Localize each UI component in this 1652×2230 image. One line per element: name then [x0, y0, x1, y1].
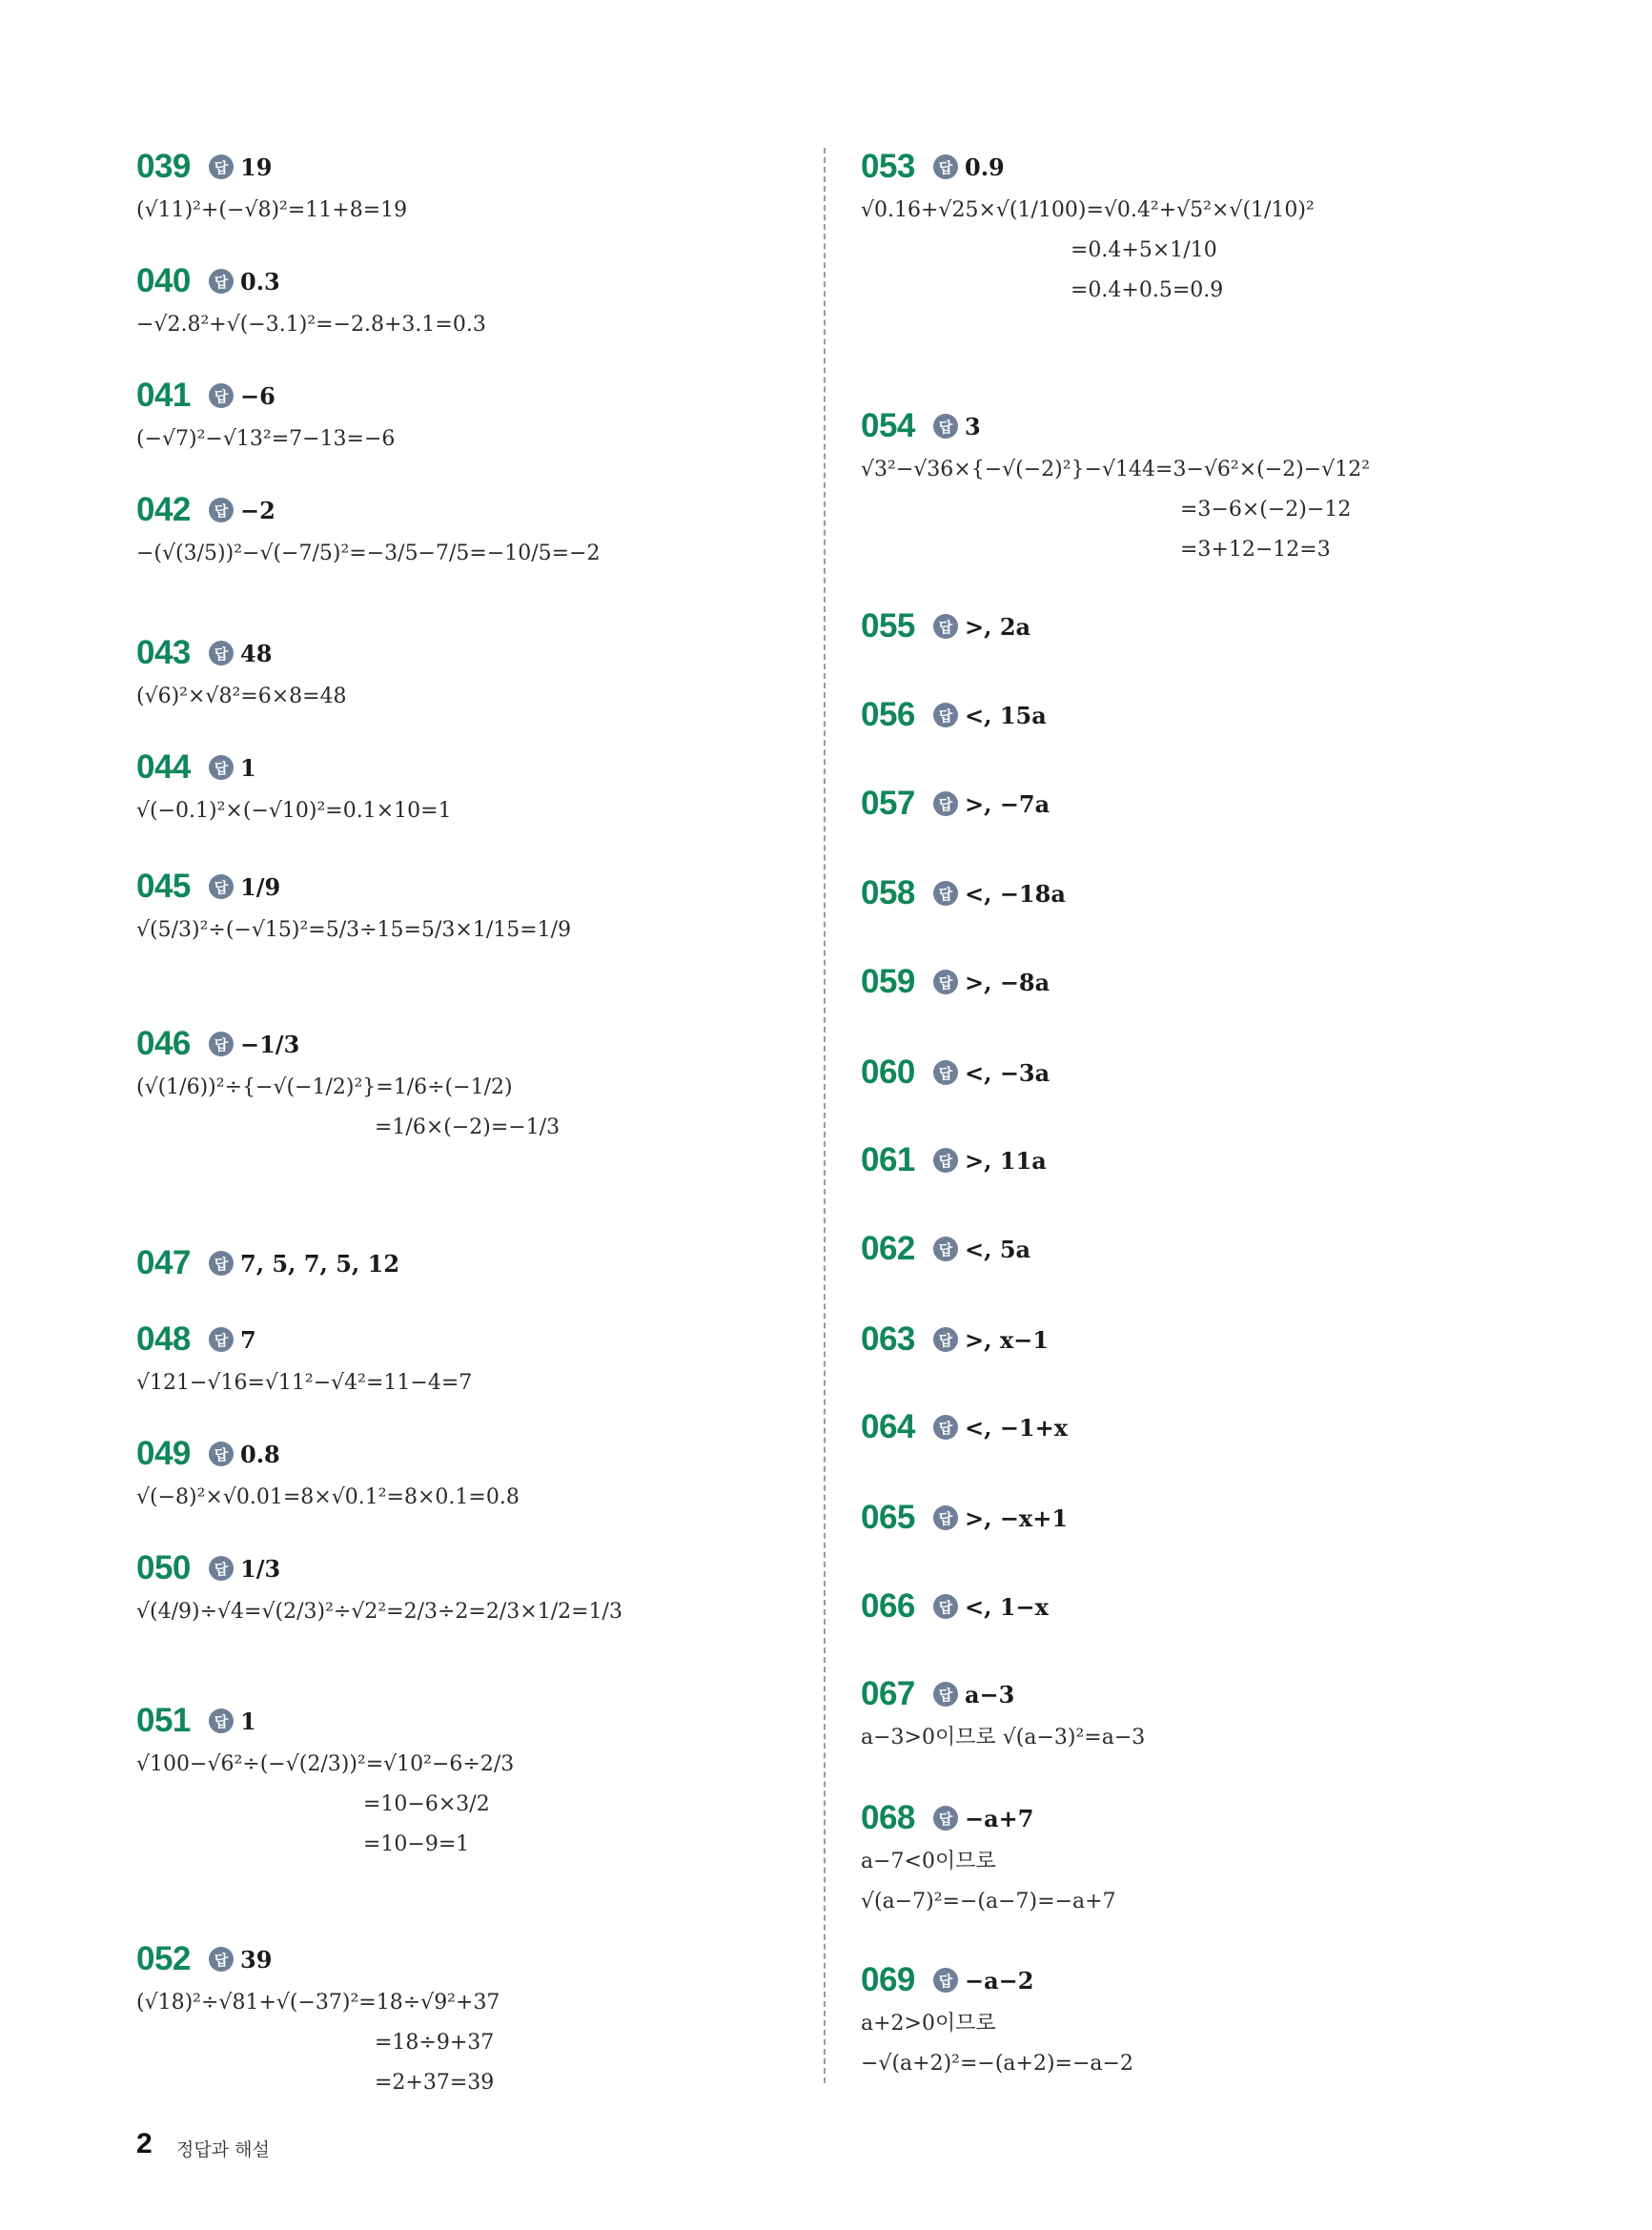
problem-header: [861, 402, 1370, 450]
answer-badge-icon: 답: [933, 614, 958, 639]
problem-number: 050: [136, 1549, 191, 1586]
solution-continuation: =2+37=39: [375, 2071, 495, 2095]
problem-number: 047: [136, 1244, 191, 1281]
answer-badge-icon: 답: [209, 1947, 234, 1972]
answer-badge-icon: 답: [933, 414, 958, 439]
problem-050: [136, 1545, 622, 1632]
problem-number: 065: [861, 1499, 915, 1536]
answer-value: >, 2a: [965, 612, 1031, 641]
answer-badge-icon: 답: [933, 1505, 958, 1530]
problem-048: [136, 1316, 472, 1403]
answer-value: 19: [240, 153, 273, 181]
problem-header: [861, 780, 1050, 828]
problem-039: [136, 143, 407, 231]
problem-067: [861, 1670, 1145, 1758]
problem-number: 056: [861, 696, 915, 733]
answer-badge-icon: 답: [209, 269, 234, 294]
footer-title: 정답과 해설: [176, 2139, 270, 2160]
problem-header: [136, 863, 571, 910]
answer-value: 48: [240, 639, 273, 667]
problem-062: [861, 1225, 1030, 1273]
answer-value: 0.8: [240, 1440, 280, 1468]
problem-header: [136, 629, 347, 677]
solution-continuation: =3+12−12=3: [1180, 538, 1331, 562]
answer-value: 1/9: [240, 872, 281, 901]
problem-number: 063: [861, 1320, 915, 1358]
problem-061: [861, 1136, 1047, 1184]
solution-continuation: =3−6×(−2)−12: [1180, 498, 1352, 522]
problem-header: [136, 257, 486, 305]
problem-063: [861, 1316, 1049, 1363]
problem-068: [861, 1794, 1116, 1922]
problem-054: [861, 402, 1370, 570]
solution-line: √0.16+√25×√(1/100)=√0.4²+√5²×√(1/10)²: [861, 198, 1315, 222]
solution-continuation: =18÷9+37: [375, 2031, 495, 2055]
problem-064: [861, 1403, 1068, 1451]
solution-line: √(−8)²×√0.01=8×√0.1²=8×0.1=0.8: [136, 1485, 520, 1509]
solution-line: −√2.8²+√(−3.1)²=−2.8+3.1=0.3: [136, 313, 486, 337]
problem-069: [861, 1956, 1133, 2084]
problem-header: [861, 958, 1050, 1006]
problem-header: [136, 744, 452, 791]
answer-value: a−3: [965, 1680, 1015, 1708]
problem-number: 059: [861, 963, 915, 1000]
column-divider: [824, 148, 826, 2083]
answer-badge-icon: 답: [933, 1237, 958, 1261]
answer-value: >, −x+1: [965, 1504, 1069, 1532]
solution-line: (−√7)²−√13²=7−13=−6: [136, 427, 396, 451]
answer-value: <, −3a: [965, 1058, 1050, 1087]
problem-number: 049: [136, 1435, 191, 1472]
problem-number: 043: [136, 634, 191, 671]
problem-number: 058: [861, 874, 915, 911]
problem-066: [861, 1583, 1049, 1630]
problem-header: [861, 143, 1315, 191]
problem-number: 060: [861, 1054, 915, 1091]
answer-badge-icon: 답: [209, 498, 234, 522]
problem-057: [861, 780, 1050, 828]
problem-060: [861, 1049, 1050, 1096]
problem-045: [136, 863, 571, 951]
problem-053: [861, 143, 1315, 311]
answer-value: 1: [240, 753, 256, 782]
answer-value: >, 11a: [965, 1146, 1047, 1175]
answer-value: 7, 5, 7, 5, 12: [240, 1249, 400, 1278]
answer-value: <, −1+x: [965, 1413, 1069, 1442]
answer-value: −2: [240, 496, 275, 524]
answer-value: <, −18a: [965, 879, 1066, 908]
answer-badge-icon: 답: [933, 1806, 958, 1831]
answer-badge-icon: 답: [209, 1251, 234, 1276]
answer-badge-icon: 답: [933, 1148, 958, 1173]
problem-number: 054: [861, 407, 915, 444]
solution-continuation: =10−6×3/2: [363, 1792, 490, 1816]
problem-number: 068: [861, 1799, 915, 1836]
problem-header: [861, 1403, 1068, 1451]
answer-badge-icon: 답: [933, 1060, 958, 1085]
solution-line: a−3>0이므로 √(a−3)²=a−3: [861, 1726, 1146, 1749]
page-number: 2: [136, 2128, 153, 2159]
problem-header: [861, 1225, 1030, 1273]
solution-continuation: √(a−7)²=−(a−7)=−a+7: [861, 1890, 1116, 1913]
problem-number: 057: [861, 785, 915, 822]
answer-badge-icon: 답: [209, 1442, 234, 1466]
solution-continuation: =1/6×(−2)=−1/3: [375, 1115, 561, 1139]
problem-number: 061: [861, 1141, 915, 1178]
answer-badge-icon: 답: [209, 383, 234, 408]
problem-number: 051: [136, 1702, 191, 1739]
problem-044: [136, 744, 452, 831]
answer-badge-icon: 답: [209, 1556, 234, 1581]
solution-line: (√18)²÷√81+√(−37)²=18÷√9²+37: [136, 1991, 500, 2015]
answer-value: 39: [240, 1945, 273, 1974]
problem-header: [861, 1316, 1049, 1363]
problem-header: [861, 1956, 1133, 2004]
problem-041: [136, 372, 395, 460]
problem-number: 045: [136, 868, 191, 905]
solution-line: (√(1/6))²÷{−√(−1/2)²}=1/6÷(−1/2): [136, 1075, 513, 1099]
answer-badge-icon: 답: [209, 755, 234, 780]
problem-number: 046: [136, 1025, 191, 1062]
problem-header: [861, 603, 1030, 650]
problem-number: 039: [136, 148, 191, 185]
answer-badge-icon: 답: [209, 1327, 234, 1352]
problem-046: [136, 1020, 560, 1148]
problem-052: [136, 1935, 500, 2103]
problem-number: 066: [861, 1587, 915, 1625]
answer-value: >, −7a: [965, 789, 1050, 818]
problem-040: [136, 257, 486, 345]
problem-number: 041: [136, 377, 191, 414]
answer-badge-icon: 답: [209, 1032, 234, 1056]
problem-042: [136, 486, 601, 574]
answer-badge-icon: 답: [209, 874, 234, 899]
problem-058: [861, 869, 1066, 917]
solution-line: √(5/3)²÷(−√15)²=5/3÷15=5/3×1/15=1/9: [136, 918, 572, 942]
problem-header: [136, 1020, 560, 1068]
problem-header: [861, 869, 1066, 917]
solution-line: √(−0.1)²×(−√10)²=0.1×10=1: [136, 799, 452, 823]
problem-header: [136, 486, 601, 534]
answer-value: >, x−1: [965, 1325, 1049, 1354]
problem-059: [861, 958, 1050, 1006]
answer-value: −a+7: [965, 1804, 1034, 1832]
problem-header: [136, 1239, 399, 1287]
problem-number: 048: [136, 1320, 191, 1358]
answer-value: −6: [240, 381, 275, 410]
problem-header: [136, 1430, 520, 1478]
answer-badge-icon: 답: [933, 791, 958, 816]
answer-value: 0.9: [965, 153, 1005, 181]
problem-header: [136, 1697, 514, 1745]
answer-value: −1/3: [240, 1030, 300, 1058]
answer-value: 0.3: [240, 267, 280, 296]
answer-badge-icon: 답: [209, 154, 234, 179]
answer-value: 1: [240, 1707, 256, 1735]
problem-049: [136, 1430, 520, 1518]
problem-047: [136, 1239, 399, 1287]
solution-line: a+2>0이므로: [861, 2012, 996, 2036]
answer-badge-icon: 답: [933, 154, 958, 179]
solution-line: √121−√16=√11²−√4²=11−4=7: [136, 1371, 473, 1395]
answer-value: 3: [965, 412, 981, 440]
answer-badge-icon: 답: [933, 1327, 958, 1352]
solution-continuation: =0.4+5×1/10: [1071, 238, 1217, 262]
answer-value: 7: [240, 1325, 256, 1354]
problem-number: 044: [136, 748, 191, 786]
problem-header: [861, 1583, 1049, 1630]
problem-051: [136, 1697, 514, 1865]
solution-line: √100−√6²÷(−√(2/3))²=√10²−6÷2/3: [136, 1752, 515, 1776]
solution-continuation: =10−9=1: [363, 1832, 470, 1856]
problem-header: [861, 1494, 1068, 1542]
answer-badge-icon: 답: [933, 703, 958, 727]
solution-line: (√11)²+(−√8)²=11+8=19: [136, 198, 408, 222]
problem-number: 064: [861, 1408, 915, 1445]
problem-header: [861, 1049, 1050, 1096]
answer-badge-icon: 답: [933, 970, 958, 994]
problem-number: 040: [136, 262, 191, 299]
problem-043: [136, 629, 347, 717]
problem-header: [136, 372, 395, 419]
problem-number: 053: [861, 148, 915, 185]
problem-number: 042: [136, 491, 191, 528]
answer-value: <, 5a: [965, 1235, 1031, 1263]
problem-055: [861, 603, 1030, 650]
problem-header: [136, 1935, 500, 1983]
problem-065: [861, 1494, 1068, 1542]
answer-badge-icon: 답: [933, 1968, 958, 1993]
answer-badge-icon: 답: [209, 641, 234, 665]
answer-value: <, 1−x: [965, 1592, 1049, 1621]
problem-056: [861, 691, 1047, 739]
solution-line: √3²−√36×{−√(−2)²}−√144=3−√6²×(−2)−√12²: [861, 458, 1371, 481]
solution-line: a−7<0이므로: [861, 1850, 996, 1873]
problem-header: [861, 1136, 1047, 1184]
problem-header: [861, 1794, 1116, 1842]
problem-number: 069: [861, 1961, 915, 1998]
solution-continuation: −√(a+2)²=−(a+2)=−a−2: [861, 2052, 1133, 2076]
answer-badge-icon: 답: [933, 881, 958, 906]
problem-header: [861, 691, 1047, 739]
problem-number: 052: [136, 1940, 191, 1977]
answer-value: 1/3: [240, 1554, 281, 1583]
answer-value: >, −8a: [965, 968, 1050, 996]
problem-header: [136, 143, 407, 191]
solution-line: −(√(3/5))²−√(−7/5)²=−3/5−7/5=−10/5=−2: [136, 542, 601, 565]
solution-line: (√6)²×√8²=6×8=48: [136, 685, 347, 708]
answer-badge-icon: 답: [933, 1594, 958, 1619]
answer-value: −a−2: [965, 1966, 1034, 1995]
problem-header: [136, 1545, 622, 1592]
answer-badge-icon: 답: [933, 1682, 958, 1707]
solution-continuation: =0.4+0.5=0.9: [1071, 278, 1224, 302]
answer-value: <, 15a: [965, 701, 1047, 729]
problem-header: [861, 1670, 1145, 1718]
solution-line: √(4/9)÷√4=√(2/3)²÷√2²=2/3÷2=2/3×1/2=1/3: [136, 1600, 622, 1624]
problem-number: 067: [861, 1675, 915, 1712]
answer-badge-icon: 답: [209, 1708, 234, 1733]
problem-number: 055: [861, 607, 915, 644]
problem-number: 062: [861, 1230, 915, 1267]
problem-header: [136, 1316, 472, 1363]
answer-badge-icon: 답: [933, 1415, 958, 1440]
